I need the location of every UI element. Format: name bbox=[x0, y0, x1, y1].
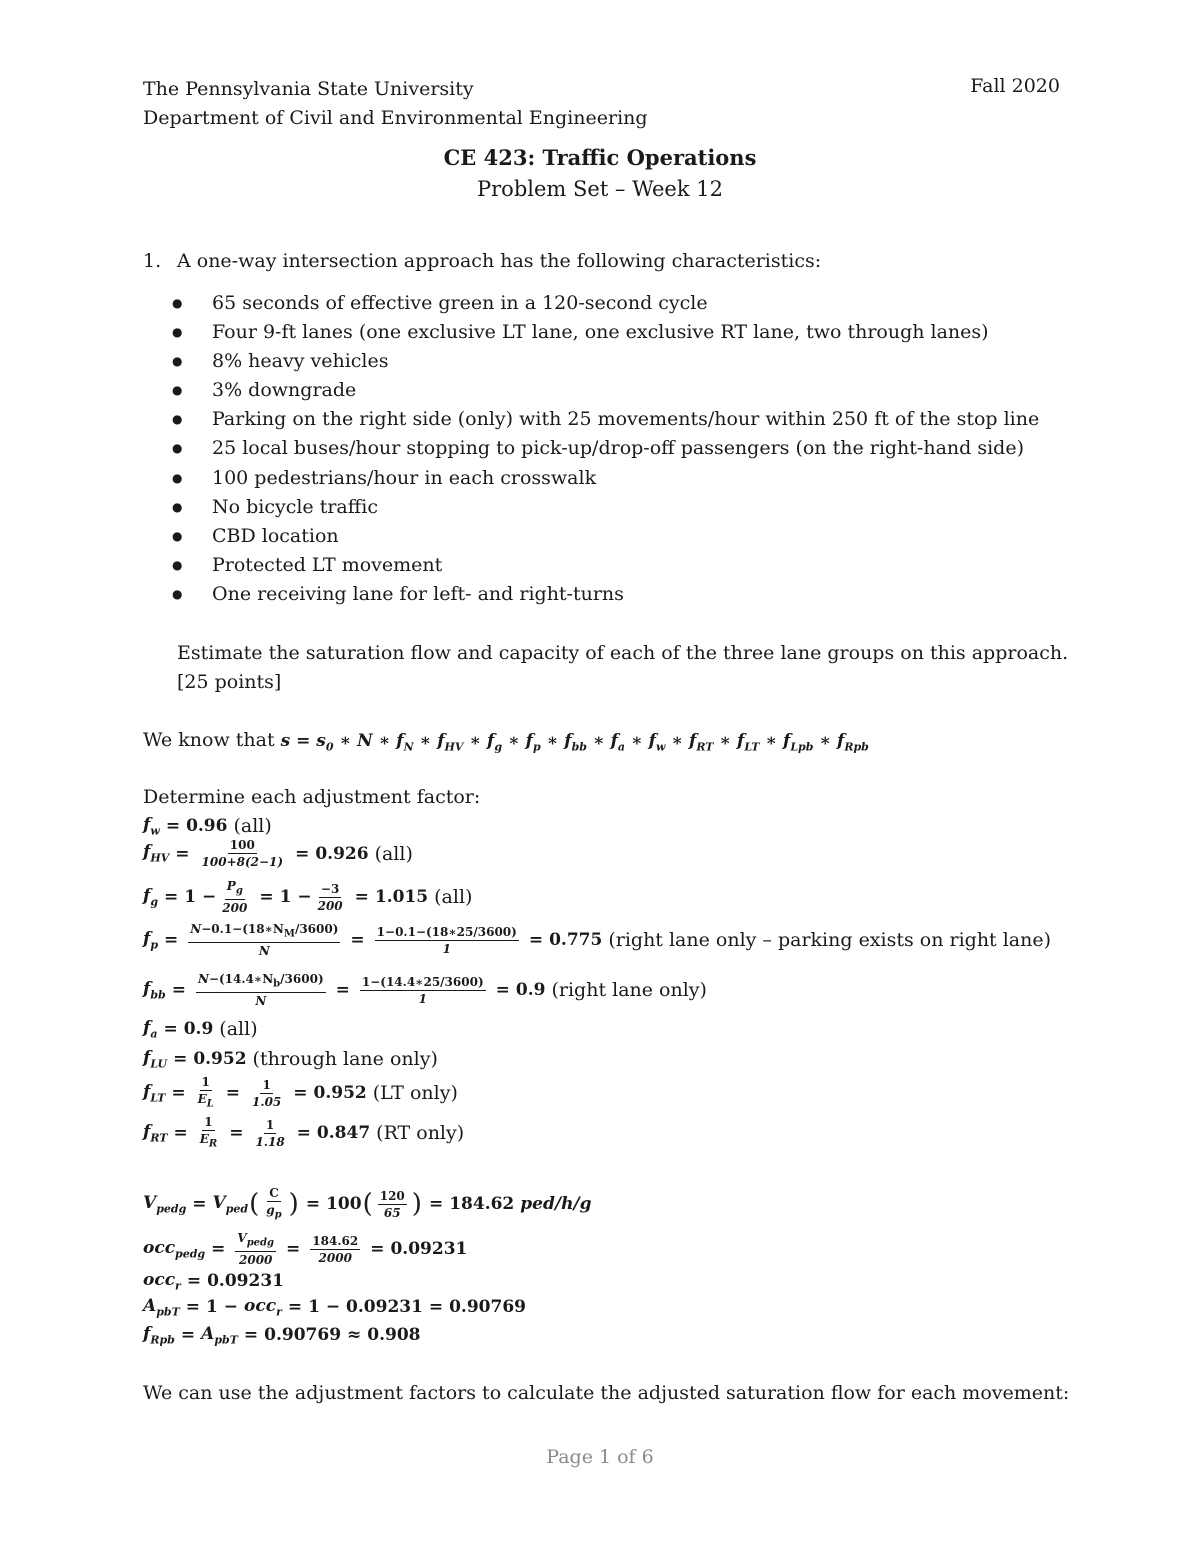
bullet-icon: ● bbox=[172, 557, 183, 572]
university-name: The Pennsylvania State University bbox=[143, 78, 474, 100]
bullet-icon: ● bbox=[172, 441, 183, 456]
header-left bbox=[143, 75, 648, 133]
bullet-icon: ● bbox=[172, 412, 183, 427]
characteristics-list bbox=[172, 289, 1039, 609]
eq-vpedg: $V_{pedg}$ = $V_{ped}$ ( $\frac{C}{g_p}$ ) = 100 ( $\frac{120}{65}$ ) = 184.62 ped/h/g bbox=[143, 1186, 592, 1221]
list-item: ● 3% downgrade bbox=[172, 376, 1039, 405]
department-name: Department of Civil and Environmental Engineering bbox=[143, 107, 648, 129]
eq-frpb: $f_{Rpb}$ = $A_{pbT}$ = 0.90769 ≈ 0.908 bbox=[143, 1324, 421, 1347]
eq-frt: $f_{RT}$ = $\frac{1}{E_R}$ = $\frac{1}{1.18}$ = 0.847 (RT only) bbox=[143, 1115, 465, 1150]
eq-occ-r: occ$_r$ = 0.09231 bbox=[143, 1270, 284, 1293]
list-item: ● No bicycle traffic bbox=[172, 493, 1039, 522]
list-item: ● 100 pedestrians/hour in each crosswalk bbox=[172, 464, 1039, 493]
bullet-icon: ● bbox=[172, 296, 183, 310]
problem-number: 1. bbox=[143, 250, 162, 272]
term-label: Fall 2020 bbox=[970, 75, 1060, 97]
problem-set-subtitle: Problem Set – Week 12 bbox=[477, 177, 723, 201]
eq-occ-pedg: occ$_{pedg}$ = $\frac{V_{pedg}}{2000}$ = $\frac{184.62}{2000}$ = 0.09231 bbox=[143, 1231, 468, 1268]
list-item: ● 8% heavy vehicles bbox=[172, 347, 1039, 376]
eq-fg: $f_g$ = 1 − $\frac{P_g}{200}$ = 1 − $\frac{-3}{200}$ = 1.015 (all) bbox=[143, 879, 473, 916]
determine-heading: Determine each adjustment factor: bbox=[143, 786, 481, 808]
eq-fw: $f_w$ = 0.96 (all) bbox=[143, 815, 272, 838]
eq-fbb: $f_{bb}$ = $\frac{N-(14.4∗N_b/3600)}{N}$ = $\frac{1-(14.4∗25/3600)}{1}$ = 0.9 (right lane only) bbox=[143, 972, 707, 1009]
bullet-icon: ● bbox=[172, 325, 183, 340]
bullet-icon: ● bbox=[172, 470, 183, 485]
list-item: ● 65 seconds of effective green in a 120-second cycle bbox=[172, 289, 1039, 318]
list-item: ● CBD location bbox=[172, 522, 1039, 551]
eq-flu: $f_{LU}$ = 0.952 (through lane only) bbox=[143, 1048, 438, 1071]
list-item: ● Four 9-ft lanes (one exclusive LT lane, one exclusive RT lane, two through lanes) bbox=[172, 318, 1039, 347]
list-item: ● Protected LT movement bbox=[172, 551, 1039, 580]
bullet-icon: ● bbox=[172, 586, 183, 601]
eq-apbt: $A_{pbT}$ = 1 − occ$_r$ = 1 − 0.09231 = 0.90769 bbox=[143, 1296, 526, 1319]
list-item: ● 25 local buses/hour stopping to pick-up/drop-off passengers (on the right-hand side) bbox=[172, 434, 1039, 463]
bullet-icon: ● bbox=[172, 528, 183, 543]
eq-fhv: $f_{HV}$ = $\frac{100}{100+8(2-1)}$ = 0.926 (all) bbox=[143, 838, 413, 869]
list-item: ● One receiving lane for left- and right-turns bbox=[172, 580, 1039, 609]
eq-flt: $f_{LT}$ = $\frac{1}{E_L}$ = $\frac{1}{1.05}$ = 0.952 (LT only) bbox=[143, 1075, 458, 1110]
course-title: CE 423: Traffic Operations bbox=[443, 145, 757, 170]
saturation-flow-formula: We know that $s = s_0$ ∗ N ∗ $f_N$ ∗ $f_{HV}$ ∗ $f_g$ ∗ $f_p$ ∗ $f_{bb}$ ∗ $f_a$ ∗ $f_w$ ∗ $f_{RT}$ ∗ $f_{LT}$ ∗ $f_{Lpb}$ ∗ $f_{Rpb}$ bbox=[143, 729, 869, 754]
closing-sentence: We can use the adjustment factors to calculate the adjusted saturation flow for each movement: bbox=[143, 1382, 1070, 1404]
list-item: ● Parking on the right side (only) with 25 movements/hour within 250 ft of the stop line bbox=[172, 405, 1039, 434]
bullet-icon: ● bbox=[172, 354, 183, 369]
eq-fa: $f_a$ = 0.9 (all) bbox=[143, 1018, 258, 1041]
bullet-icon: ● bbox=[172, 499, 183, 514]
page-number: Page 1 of 6 bbox=[546, 1446, 654, 1468]
eq-fp: $f_p$ = $\frac{N-0.1-(18∗N_M/3600)}{N}$ = $\frac{1-0.1-(18∗25/3600)}{1}$ = 0.775 (right lane only – parking exists on right lane) bbox=[143, 922, 1052, 959]
problem-instruction: Estimate the saturation flow and capacity of each of the three lane groups on this approach. [25 points] bbox=[177, 642, 1069, 693]
bullet-icon: ● bbox=[172, 383, 183, 398]
problem-intro: A one-way intersection approach has the following characteristics: bbox=[177, 250, 822, 272]
